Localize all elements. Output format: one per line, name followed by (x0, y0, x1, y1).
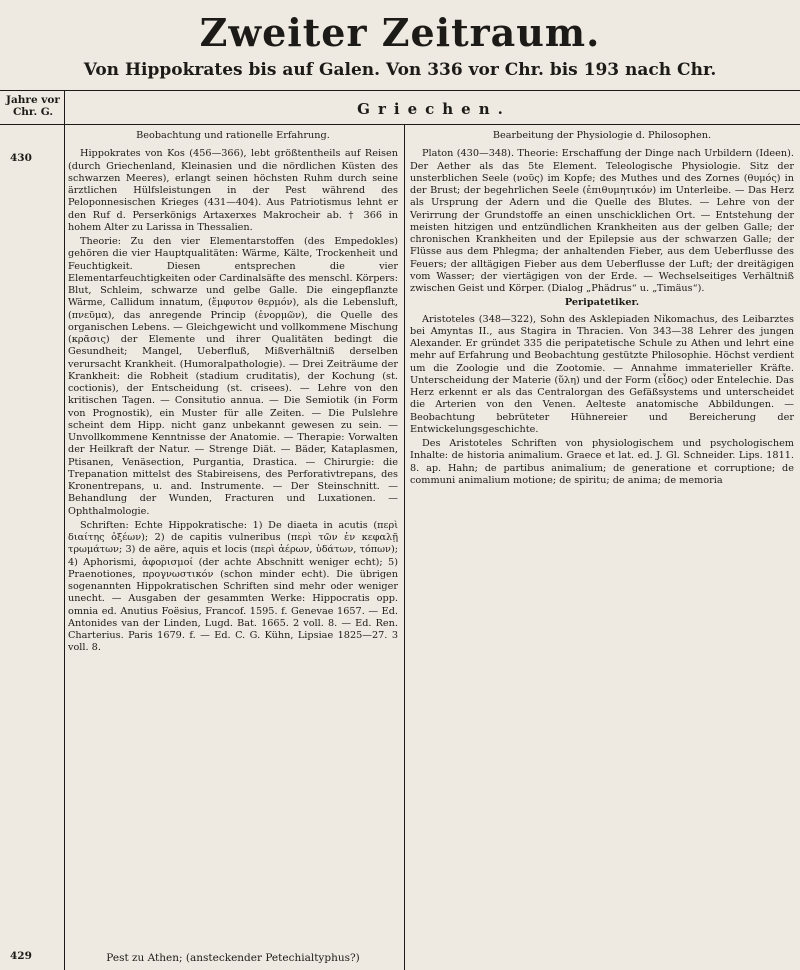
plague-note: Pest zu Athen; (ansteckender Petechialtyphus?) (106, 952, 360, 964)
header-rule (0, 124, 800, 125)
left-column-heading: Beobachtung und rationelle Erfahrung. (136, 130, 330, 141)
page-title: Zweiter Zeitraum. (199, 10, 601, 55)
peripatetic-heading: Peripatetiker. (564, 297, 640, 309)
column-title: Griechen. (357, 100, 511, 118)
left-column (68, 130, 398, 657)
year-label-line2: Chr. G. (12, 106, 54, 118)
aristoteles-biography: Aristoteles (348—322), Sohn des Asklepiaden Nikomachus, des Leibarztes bei Amyntas II., aus Stagira in Thracien. Von 343—38 Lehrer des jungen Alexander. Er gründet 335 die peripatetische Schule zu Athen und lehrt eine mehr auf Erfahrung und Beobachtung gestützte Philosophie. Höchst verdient um die Zoologie und die Zootomie. — Annahme immaterieller Kräfte. Unterscheidung der Materie (ὕλη) und der Form (εἶδος) oder Entelechie. Das Herz erkennt er als das Centralorgan des Gefäßsystems und unterscheidet die Arterien von den Venen. Aelteste anatomische Abbildungen. — Beobachtung bebrüteter Hühnereier und Bereicherung der Entwickelungsgeschichte. (410, 313, 794, 435)
year-second: 429 (10, 950, 32, 962)
aristoteles-writings: Des Aristoteles Schriften von physiologischem und psychologischem Inhalte: de historia animalium. Graece et lat. ed. J. Gl. Schneider. Lips. 1811. 8. ap. Hahn; de partibus animalium; de generatione et corruptione; de communi animalium motione; de spiritu; de anima; de memoria (410, 438, 794, 486)
top-rule (0, 90, 800, 91)
content-column-divider (404, 124, 405, 970)
hippokrates-biography: Hippokrates von Kos (456—366), lebt größtentheils auf Reisen (durch Griechenland, Kleinasien und die nördlichen Küsten des schwarzen Meeres), erlangt seinen höchsten Ruhm durch seine ärztlichen Hülfsleistungen in der Pest während des Peloponnesischen Krieges (431—404). Aus Patriotismus lehnt er den Ruf d. Perserkönigs Artaxerxes Makrocheir ab. † 366 in hohem Alter zu Larissa in Thessalien. (68, 148, 398, 233)
hippokrates-theory: Theorie: Zu den vier Elementarstoffen (des Empedokles) gehören die vier Hauptqualitäten: Wärme, Kälte, Trockenheit und Feuchtigkeit. Diesen entsprechen die vier Elementarfeuchtigkeiten oder Cardinalsäfte des menschl. Körpers: Blut, Schleim, schwarze und gelbe Galle. Die eingepflanzte Wärme, Callidum innatum, (ἔμφυτον θερμόν), als die Lebensluft, (πνεῦμα), das anregende Princip (ἐνορμῶν), die Quelle des organischen Lebens. — Gleichgewicht und vollkommene Mischung (κρᾶσις) der Elemente und ihrer Qualitäten bedingt die Gesundheit; Mangel, Ueberfluß, Mißverhältniß derselben verursacht Krankheit. (Humoralpathologie). — Drei Zeiträume der Krankheit: die Robheit (stadium cruditatis), der Kochung (st. coctionis), der Entscheidung (st. crisees). — Lehre von den kritischen Tagen. — Consitutio annua. — Die Semiotik (in Form von Prognostik), ein Muster für alle Zeiten. — Die Pulslehre scheint dem Hipp. nicht ganz unbekannt gewesen zu sein. — Unvollkommene Kenntnisse der Anatomie. — Therapie: Vorwalten der Heilkraft der Natur. — Strenge Diät. — Bäder, Kataplasmen, Ptisanen, Venäsection, Purgantia, Drastica. — Chirurgie: die Trepanation mittelst des Stabireisens, des Perforativtrepans, des Kronentrepans, u. and. Instrumente. — Der Steinschnitt. — Behandlung der Wunden, Fracturen und Luxationen. — Ophthalmologie. (68, 236, 398, 517)
year-column-header (4, 94, 62, 118)
page-subtitle: Von Hippokrates bis auf Galen. Von 336 vor Chr. bis 193 nach Chr. (83, 60, 717, 80)
right-column-heading: Bearbeitung der Physiologie d. Philosophen. (492, 130, 712, 141)
right-column (410, 130, 794, 489)
year-column-divider (64, 90, 65, 970)
year-label-line1: Jahre vor (6, 94, 60, 106)
year-first: 430 (10, 152, 32, 164)
hippokrates-writings: Schriften: Echte Hippokratische: 1) De diaeta in acutis (περὶ διαίτης ὀξέων); 2) de capitis vulneribus (περὶ τῶν ἐν κεφαλῇ τρωμάτων; 3) de aëre, aquis et locis (περὶ ἀέρων, ὑδάτων, τόπων); 4) Aphorismi, ἀφορισμοί (der achte Abschnitt weniger echt); 5) Praenotiones, προγνωστικόν (schon minder echt). Die übrigen sogenannten Hippokratischen Schriften sind mehr oder weniger unecht. — Ausgaben der gesammten Werke: Hippocratis opp. omnia ed. Anutius Foësius, Francof. 1595. f. Genevae 1657. — Ed. Antonides van der Linden, Lugd. Bat. 1665. 2 voll. 8. — Ed. Ren. Charterius. Paris 1679. f. — Ed. C. G. Kühn, Lipsiae 1825—27. 3 voll. 8. (68, 519, 398, 654)
platon-theory: Platon (430—348). Theorie: Erschaffung der Dinge nach Urbildern (Ideen). Der Aether als das 5te Element. Teleologische Physiologie. Sitz der unsterblichen Seele (νοῦς) im Kopfe; des Muthes und des Zornes (θυμός) in der Brust; der begehrlichen Seele (ἐπιθυμητικόν) im Unterleibe. — Das Herz als Ursprung der Adern und die Quelle des Blutes. — Lehre von der Verirrung der Grundstoffe an einen unschicklichen Ort. — Entstehung der meisten hitzigen und entzündlichen Krankheiten aus der gelben Galle; der chronischen Krankheiten und der Epilepsie aus der schwarzen Galle; der Flüsse aus dem Phlegma; der anhaltenden Fieber, aus dem Ueberflusse des Feuers; der alltägigen Fieber aus dem Ueberflusse der Luft; der dreitägigen vom Wasser; der viertägigen von der Erde. — Wechselseitiges Verhältniß zwischen Geist und Körper. (Dialog „Phädrus“ u. „Timäus“). (410, 148, 794, 294)
